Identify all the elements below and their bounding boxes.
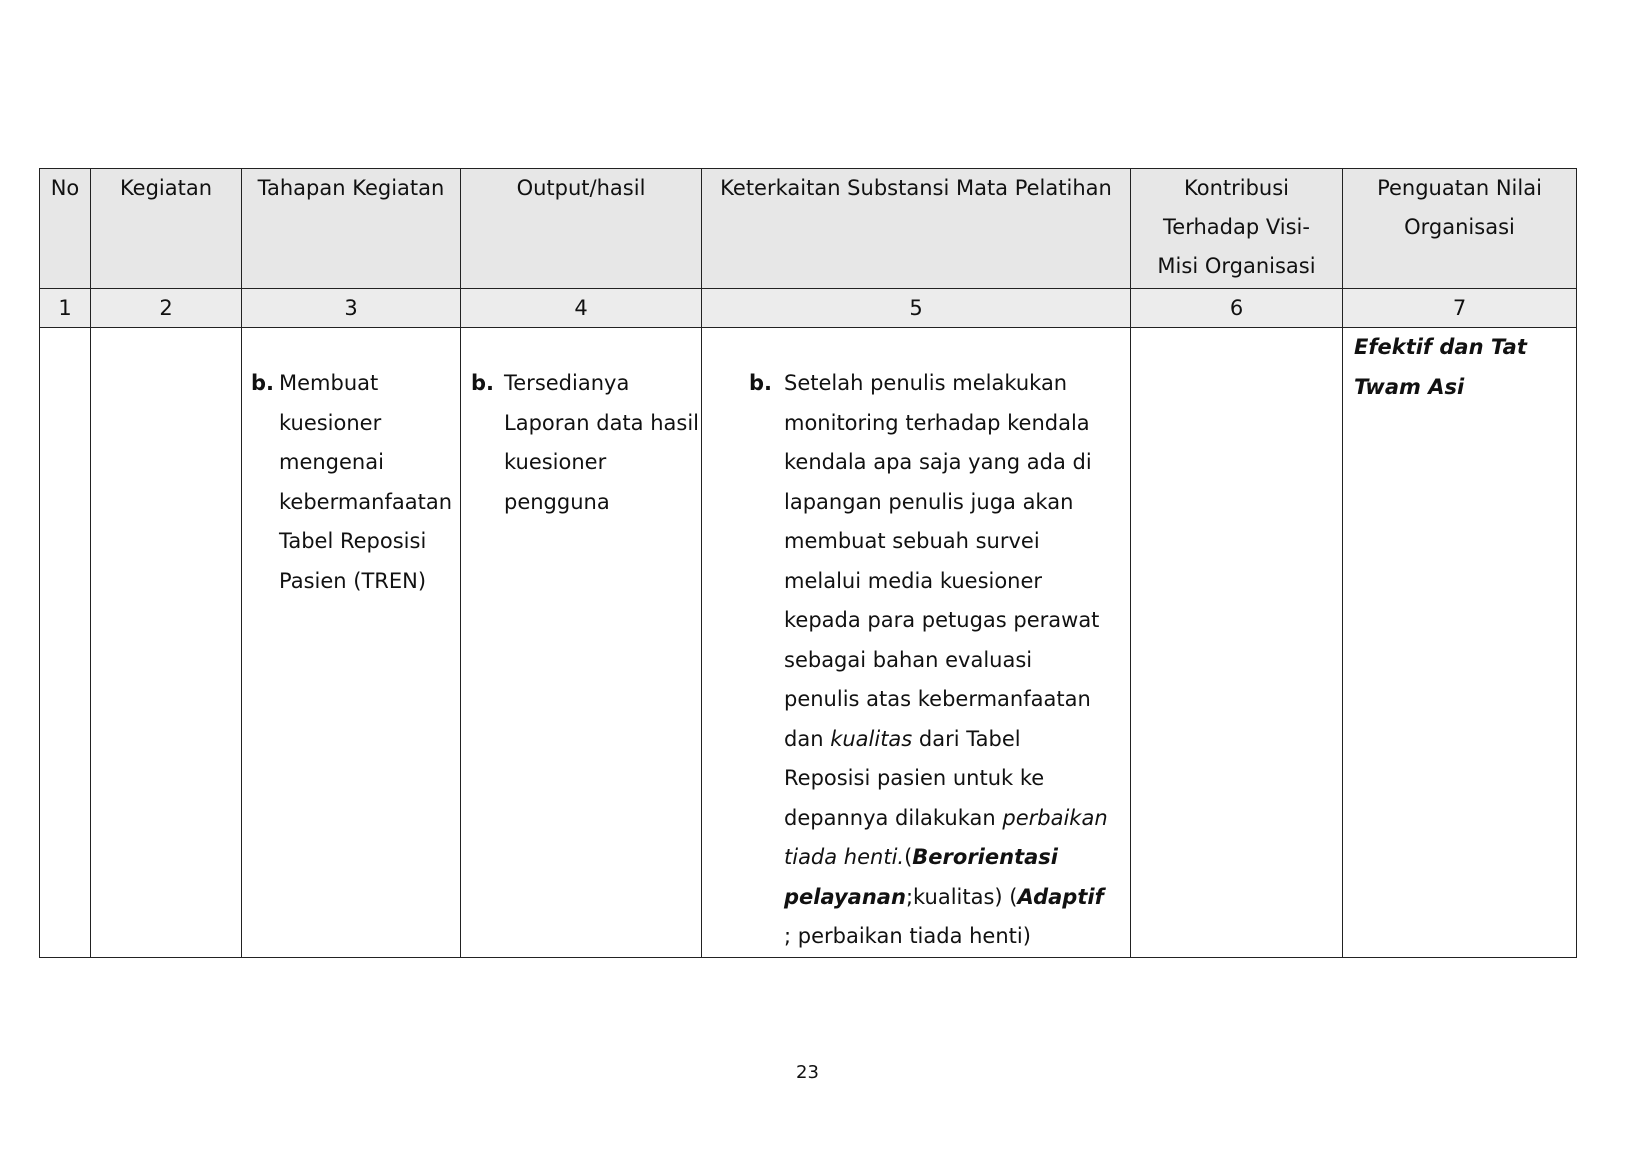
header-penguatan-nilai: Penguatan Nilai Organisasi [1343,169,1577,289]
keterkaitan-part2: dari Tabel Reposisi pasien untuk ke depannya dilakukan [784,726,1045,830]
header-row [40,169,1577,289]
column-number: 5 [702,289,1131,328]
header-no: No [40,169,91,289]
column-number: 6 [1131,289,1343,328]
keterkaitan-italic-perbaikan: perbaikan tiada henti. [784,805,1108,869]
header-keterkaitan-substansi: Keterkaitan Substansi Mata Pelatihan [702,169,1131,289]
page-number: 23 [796,1062,819,1083]
keterkaitan-part4: ;kualitas) ( [905,884,1018,909]
table-row [40,328,1577,958]
column-number: 2 [91,289,242,328]
column-number: 1 [40,289,91,328]
penguatan-text: Efektif dan Tat Twam Asi [1354,335,1527,399]
cell-penguatan-nilai [1343,328,1577,958]
cell-kegiatan [91,328,242,958]
keterkaitan-part1: Setelah penulis melakukan monitoring terhadap kendala kendala apa saja yang ada di lapangan penulis juga akan membuat sebuah survei melalui media kuesioner kepada para petugas perawat sebagai bahan evaluasi penulis atas kebermanfaatan dan [784,371,1100,751]
keterkaitan-bold-berorientasi: Berorientasi pelayanan [784,845,1058,909]
cell-output-hasil [461,328,702,958]
cell-keterkaitan-substansi [702,328,1131,958]
column-number: 4 [461,289,702,328]
header-tahapan-kegiatan: Tahapan Kegiatan [242,169,461,289]
keterkaitan-part3: ( [904,845,913,869]
column-number: 3 [242,289,461,328]
list-marker: b. [471,371,495,395]
output-text: Tersedianya Laporan data hasil kuesioner pengguna [504,371,699,514]
column-number: 7 [1343,289,1577,328]
cell-tahapan-kegiatan [242,328,461,958]
activity-table [39,168,1577,958]
tahapan-text: Membuat kuesioner mengenai kebermanfaatan Tabel Reposisi Pasien (TREN) [279,371,453,593]
header-kegiatan: Kegiatan [91,169,242,289]
list-marker: b. [251,371,275,395]
keterkaitan-bold-adaptif: Adaptif [1017,884,1104,909]
header-output-hasil: Output/hasil [461,169,702,289]
list-marker: b. [749,371,773,395]
keterkaitan-text [784,364,1112,957]
cell-kontribusi [1131,328,1343,958]
keterkaitan-italic-kualitas: kualitas [830,726,913,751]
cell-no [40,328,91,958]
keterkaitan-part5: ; perbaikan tiada henti) [784,924,1031,948]
header-kontribusi: Kontribusi Terhadap Visi-Misi Organisasi [1131,169,1343,289]
column-number-row [40,289,1577,328]
